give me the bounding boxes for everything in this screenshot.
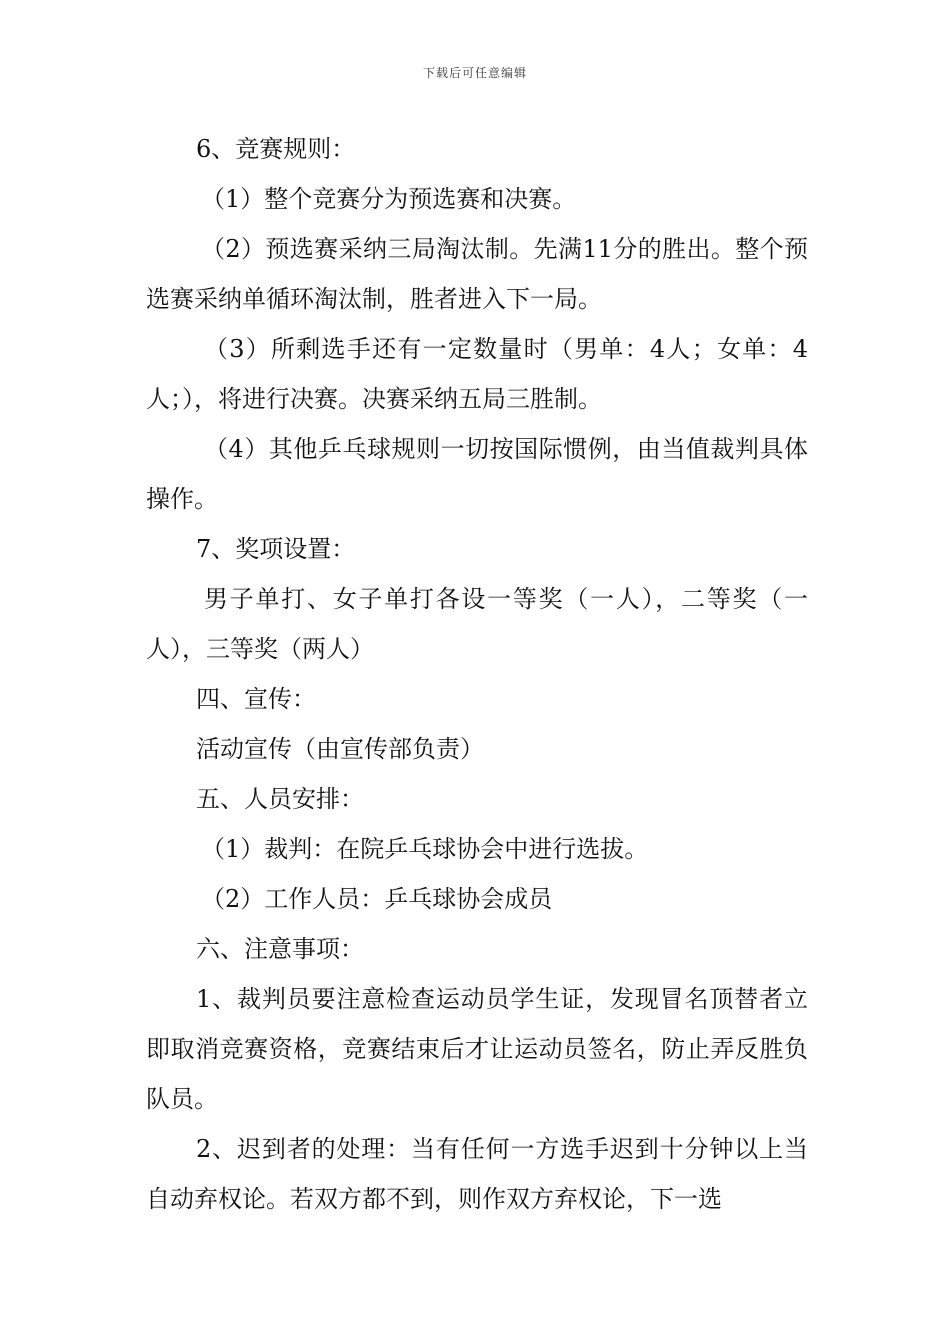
- paragraph-staffing-referee: （1）裁判：在院乒乓球协会中进行选拔。: [201, 835, 649, 863]
- paragraph-competition-rules-heading: 6、竞赛规则：: [196, 135, 356, 163]
- paragraph-rule-4: （4）其他乒乓球规则一切按国际惯例，由当值裁判具体操作。: [146, 435, 808, 513]
- paragraph-note-1: 1、裁判员要注意检查运动员学生证，发现冒名顶替者立即取消竞赛资格，竞赛结束后才让运动员签名，防止弄反胜负队员。: [146, 985, 808, 1113]
- paragraph-rule-2: （2）预选赛采纳三局淘汰制。先满11分的胜出。整个预选赛采纳单循环淘汰制，胜者进入下一局。: [146, 235, 808, 313]
- page-header: 下载后可任意编辑: [422, 66, 527, 80]
- paragraph-publicity-detail: 活动宣传（由宣传部负责）: [196, 735, 484, 763]
- paragraph-awards-detail: 男子单打、女子单打各设一等奖（一人），二等奖（一人），三等奖（两人）: [146, 585, 808, 663]
- paragraph-note-2: 2、迟到者的处理：当有任何一方选手迟到十分钟以上当自动弃权论。若双方都不到，则作双方弃权论，下一选: [146, 1135, 808, 1213]
- paragraph-publicity-heading: 四、宣传：: [196, 685, 316, 713]
- paragraph-notes-heading: 六、注意事项：: [196, 935, 364, 963]
- paragraph-rule-3: （3）所剩选手还有一定数量时（男单：4人；女单：4人；），将进行决赛。决赛采纳五局三胜制。: [146, 335, 808, 413]
- document-body: [146, 124, 808, 1224]
- paragraph-staffing-heading: 五、人员安排：: [196, 785, 364, 813]
- paragraph-awards-heading: 7、奖项设置：: [196, 535, 356, 563]
- paragraph-staffing-workers: （2）工作人员：乒乓球协会成员: [201, 885, 553, 913]
- paragraph-rule-1: （1）整个竞赛分为预选赛和决赛。: [201, 185, 577, 213]
